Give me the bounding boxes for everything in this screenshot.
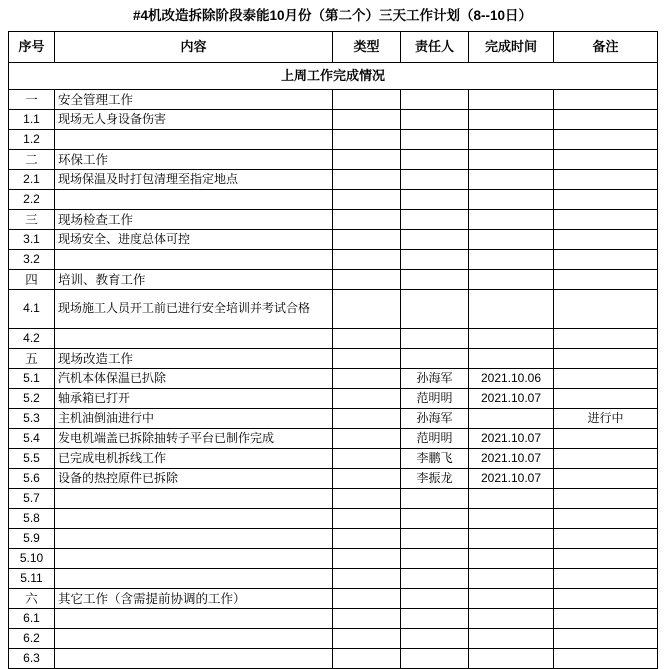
cell-note — [554, 329, 658, 349]
cell-time — [469, 489, 554, 509]
cell-resp — [401, 589, 469, 609]
cell-note — [554, 270, 658, 290]
cell-time — [469, 230, 554, 250]
cell-resp — [401, 509, 469, 529]
cell-type — [333, 230, 401, 250]
cell-resp: 李振龙 — [401, 469, 469, 489]
cell-resp: 李鹏飞 — [401, 449, 469, 469]
cell-resp — [401, 150, 469, 170]
cell-time — [469, 549, 554, 569]
cell-type — [333, 90, 401, 110]
cell-resp — [401, 549, 469, 569]
cell-time — [469, 170, 554, 190]
cell-content — [55, 190, 333, 210]
cell-type — [333, 389, 401, 409]
cell-note — [554, 250, 658, 270]
cell-content: 发电机端盖已拆除抽转子平台已制作完成 — [55, 429, 333, 449]
cell-note — [554, 469, 658, 489]
table-row — [9, 549, 658, 569]
table-row — [9, 489, 658, 509]
cell-type — [333, 629, 401, 649]
cell-time — [469, 629, 554, 649]
cell-no: 6.2 — [9, 629, 55, 649]
cell-no: 五 — [9, 349, 55, 369]
cell-content — [55, 569, 333, 589]
cell-note — [554, 389, 658, 409]
cell-content — [55, 329, 333, 349]
cell-note — [554, 429, 658, 449]
cell-content: 环保工作 — [55, 150, 333, 170]
cell-note — [554, 449, 658, 469]
cell-resp — [401, 649, 469, 669]
table-row — [9, 90, 658, 110]
cell-note — [554, 509, 658, 529]
cell-resp: 范明明 — [401, 429, 469, 449]
cell-note — [554, 609, 658, 629]
column-header-note: 备注 — [554, 32, 658, 63]
cell-resp — [401, 569, 469, 589]
cell-resp: 孙海军 — [401, 369, 469, 389]
cell-content: 现场安全、进度总体可控 — [55, 230, 333, 250]
cell-time — [469, 290, 554, 329]
work-plan-table — [8, 31, 658, 669]
cell-time — [469, 349, 554, 369]
cell-time — [469, 569, 554, 589]
cell-note — [554, 150, 658, 170]
cell-no: 3.1 — [9, 230, 55, 250]
cell-note — [554, 130, 658, 150]
cell-content — [55, 489, 333, 509]
cell-type — [333, 130, 401, 150]
cell-no: 5.11 — [9, 569, 55, 589]
cell-type — [333, 509, 401, 529]
table-row — [9, 170, 658, 190]
cell-time: 2021.10.06 — [469, 369, 554, 389]
cell-type — [333, 270, 401, 290]
cell-no: 2.1 — [9, 170, 55, 190]
cell-type — [333, 409, 401, 429]
cell-resp — [401, 349, 469, 369]
cell-content: 设备的热控原件已拆除 — [55, 469, 333, 489]
table-row — [9, 449, 658, 469]
cell-note — [554, 90, 658, 110]
cell-no: 1.2 — [9, 130, 55, 150]
cell-content: 轴承箱已打开 — [55, 389, 333, 409]
cell-type — [333, 469, 401, 489]
cell-content: 汽机本体保温已扒除 — [55, 369, 333, 389]
cell-content — [55, 529, 333, 549]
cell-content: 现场无人身设备伤害 — [55, 110, 333, 130]
table-row — [9, 569, 658, 589]
cell-type — [333, 329, 401, 349]
cell-type — [333, 190, 401, 210]
column-header-no: 序号 — [9, 32, 55, 63]
cell-note — [554, 190, 658, 210]
cell-resp — [401, 329, 469, 349]
cell-content — [55, 649, 333, 669]
cell-note — [554, 489, 658, 509]
table-row — [9, 130, 658, 150]
cell-no: 六 — [9, 589, 55, 609]
cell-type — [333, 529, 401, 549]
cell-time — [469, 589, 554, 609]
cell-type — [333, 170, 401, 190]
table-row — [9, 629, 658, 649]
cell-note — [554, 369, 658, 389]
cell-note — [554, 210, 658, 230]
table-row — [9, 529, 658, 549]
column-header-content: 内容 — [55, 32, 333, 63]
table-row — [9, 230, 658, 250]
table-row — [9, 429, 658, 449]
cell-no: 四 — [9, 270, 55, 290]
table-row — [9, 409, 658, 429]
cell-type — [333, 210, 401, 230]
cell-content: 现场保温及时打包清理至指定地点 — [55, 170, 333, 190]
cell-time — [469, 270, 554, 290]
table-row — [9, 589, 658, 609]
section-banner-row — [9, 63, 658, 90]
cell-time — [469, 210, 554, 230]
cell-content — [55, 629, 333, 649]
cell-type — [333, 649, 401, 669]
cell-content: 主机油倒油进行中 — [55, 409, 333, 429]
cell-time — [469, 190, 554, 210]
cell-no: 5.9 — [9, 529, 55, 549]
cell-content: 现场施工人员开工前已进行安全培训并考试合格 — [55, 290, 333, 329]
table-body — [9, 32, 658, 669]
cell-content: 已完成电机拆线工作 — [55, 449, 333, 469]
table-row — [9, 110, 658, 130]
section-banner-label: 上周工作完成情况 — [9, 63, 658, 90]
cell-resp: 孙海军 — [401, 409, 469, 429]
cell-no: 二 — [9, 150, 55, 170]
table-row — [9, 210, 658, 230]
cell-resp — [401, 190, 469, 210]
cell-type — [333, 449, 401, 469]
cell-resp — [401, 489, 469, 509]
cell-resp: 范明明 — [401, 389, 469, 409]
cell-time: 2021.10.07 — [469, 469, 554, 489]
table-row — [9, 649, 658, 669]
cell-time — [469, 529, 554, 549]
cell-no: 一 — [9, 90, 55, 110]
cell-no: 5.8 — [9, 509, 55, 529]
table-row — [9, 609, 658, 629]
cell-no: 5.3 — [9, 409, 55, 429]
cell-no: 三 — [9, 210, 55, 230]
table-row — [9, 389, 658, 409]
cell-time — [469, 150, 554, 170]
cell-note — [554, 549, 658, 569]
table-row — [9, 349, 658, 369]
cell-type — [333, 369, 401, 389]
cell-time — [469, 110, 554, 130]
cell-note — [554, 649, 658, 669]
cell-time — [469, 329, 554, 349]
cell-no: 5.6 — [9, 469, 55, 489]
cell-time — [469, 609, 554, 629]
cell-content — [55, 509, 333, 529]
cell-no: 6.1 — [9, 609, 55, 629]
cell-time — [469, 130, 554, 150]
cell-note — [554, 589, 658, 609]
cell-type — [333, 609, 401, 629]
cell-resp — [401, 250, 469, 270]
cell-no: 5.2 — [9, 389, 55, 409]
cell-resp — [401, 110, 469, 130]
cell-time — [469, 90, 554, 110]
cell-content: 安全管理工作 — [55, 90, 333, 110]
cell-type — [333, 290, 401, 329]
table-row — [9, 150, 658, 170]
cell-resp — [401, 609, 469, 629]
cell-no: 5.4 — [9, 429, 55, 449]
table-row — [9, 250, 658, 270]
table-row — [9, 290, 658, 329]
cell-no: 4.1 — [9, 290, 55, 329]
cell-no: 5.10 — [9, 549, 55, 569]
cell-resp — [401, 290, 469, 329]
cell-no: 4.2 — [9, 329, 55, 349]
cell-resp — [401, 270, 469, 290]
cell-time — [469, 649, 554, 669]
cell-note — [554, 290, 658, 329]
cell-type — [333, 110, 401, 130]
cell-content: 其它工作（含需提前协调的工作） — [55, 589, 333, 609]
cell-type — [333, 489, 401, 509]
cell-content: 培训、教育工作 — [55, 270, 333, 290]
cell-resp — [401, 629, 469, 649]
cell-type — [333, 349, 401, 369]
cell-note — [554, 629, 658, 649]
cell-type — [333, 250, 401, 270]
table-row — [9, 270, 658, 290]
cell-time: 2021.10.07 — [469, 449, 554, 469]
cell-resp — [401, 529, 469, 549]
cell-note: 进行中 — [554, 409, 658, 429]
cell-type — [333, 429, 401, 449]
column-header-type: 类型 — [333, 32, 401, 63]
cell-content — [55, 609, 333, 629]
cell-content — [55, 130, 333, 150]
table-row — [9, 509, 658, 529]
cell-content: 现场改造工作 — [55, 349, 333, 369]
table-row — [9, 329, 658, 349]
cell-no: 1.1 — [9, 110, 55, 130]
cell-no: 5.5 — [9, 449, 55, 469]
cell-no: 5.1 — [9, 369, 55, 389]
cell-time — [469, 250, 554, 270]
cell-content — [55, 549, 333, 569]
cell-type — [333, 150, 401, 170]
cell-note — [554, 349, 658, 369]
page-title: #4机改造拆除阶段泰能10月份（第二个）三天工作计划（8--10日） — [132, 8, 533, 23]
cell-time: 2021.10.07 — [469, 429, 554, 449]
cell-type — [333, 549, 401, 569]
cell-content — [55, 250, 333, 270]
cell-no: 5.7 — [9, 489, 55, 509]
column-header-time: 完成时间 — [469, 32, 554, 63]
cell-no: 3.2 — [9, 250, 55, 270]
cell-note — [554, 170, 658, 190]
cell-resp — [401, 170, 469, 190]
column-header-resp: 责任人 — [401, 32, 469, 63]
cell-time — [469, 409, 554, 429]
cell-note — [554, 569, 658, 589]
cell-no: 6.3 — [9, 649, 55, 669]
cell-resp — [401, 90, 469, 110]
cell-resp — [401, 230, 469, 250]
cell-time: 2021.10.07 — [469, 389, 554, 409]
cell-note — [554, 230, 658, 250]
cell-resp — [401, 130, 469, 150]
table-row — [9, 469, 658, 489]
table-header-row — [9, 32, 658, 63]
cell-time — [469, 509, 554, 529]
cell-resp — [401, 210, 469, 230]
cell-note — [554, 110, 658, 130]
table-row — [9, 369, 658, 389]
cell-type — [333, 569, 401, 589]
table-row — [9, 190, 658, 210]
cell-content: 现场检查工作 — [55, 210, 333, 230]
cell-type — [333, 589, 401, 609]
cell-note — [554, 529, 658, 549]
cell-no: 2.2 — [9, 190, 55, 210]
